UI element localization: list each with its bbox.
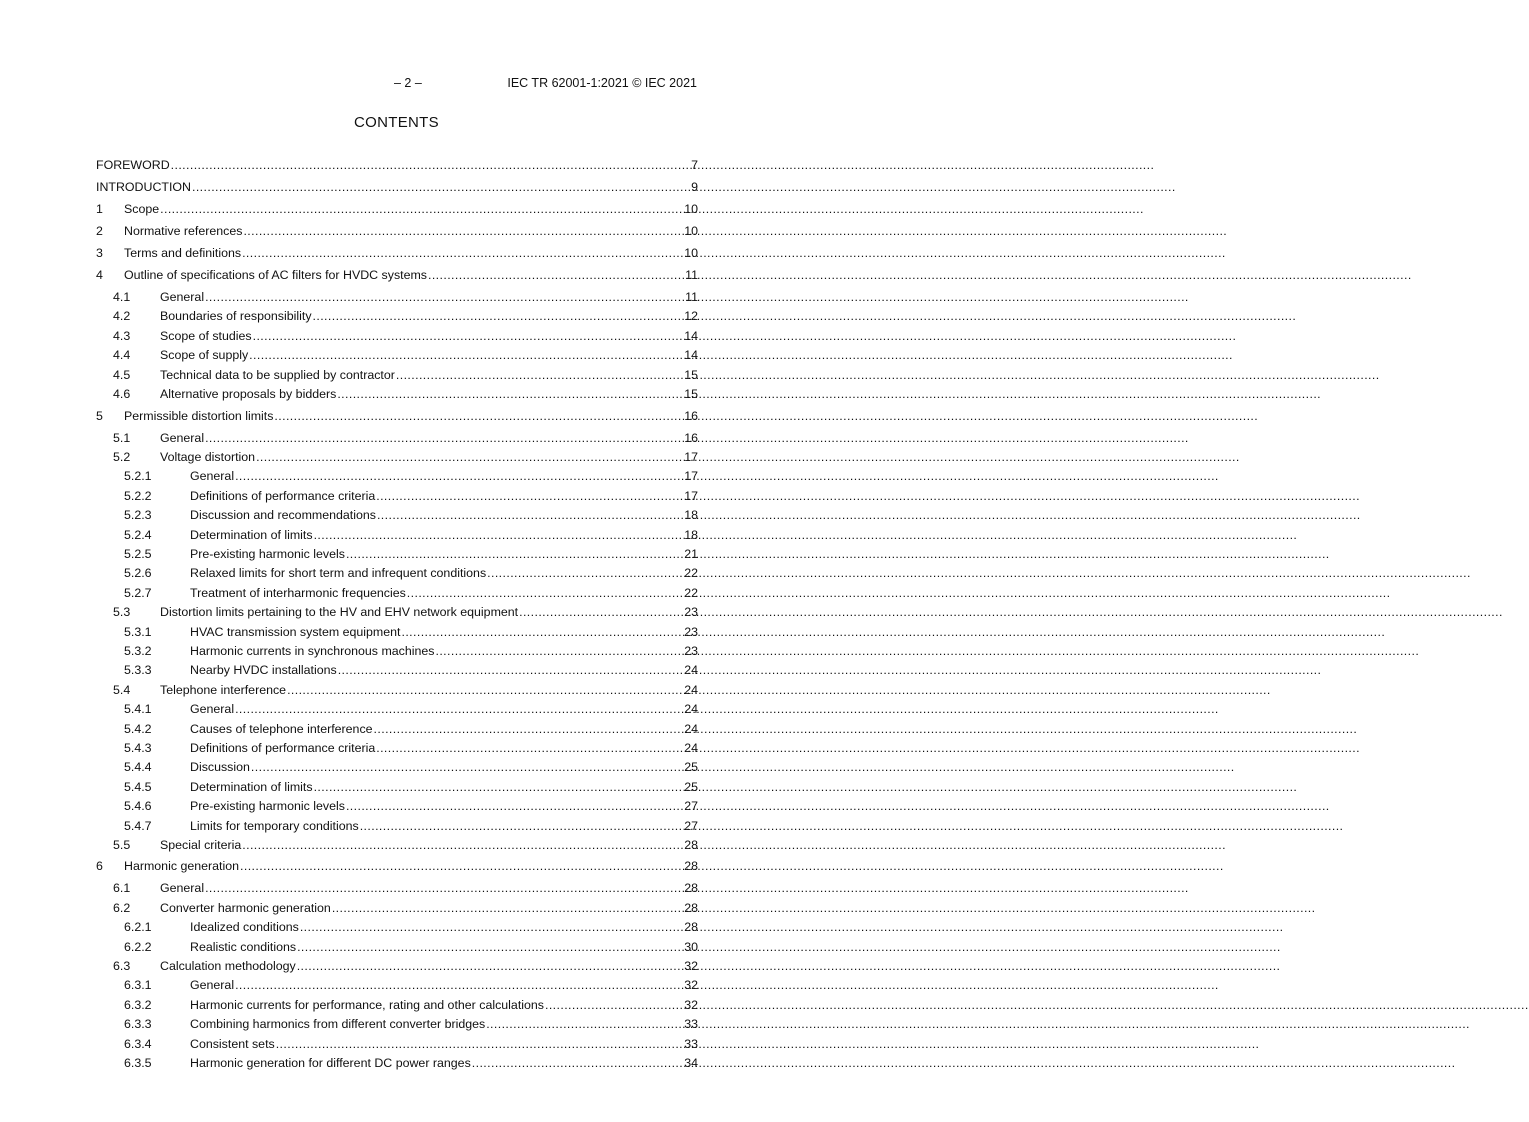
toc-entry[interactable] bbox=[96, 760, 698, 775]
toc-entry-number: 5.3.3 bbox=[124, 663, 152, 678]
toc-entry[interactable] bbox=[96, 819, 698, 834]
toc-entry-number: 5.4.6 bbox=[124, 799, 152, 814]
toc-entry-page: 25 bbox=[684, 760, 698, 775]
toc-entry-title: Discussion and recommendations bbox=[190, 508, 376, 523]
toc-entry-title: Converter harmonic generation bbox=[160, 900, 331, 915]
toc-entry-title: Harmonic currents in synchronous machines bbox=[190, 643, 435, 658]
toc-entry-number: 2 bbox=[96, 224, 103, 238]
toc-entry[interactable] bbox=[96, 644, 698, 659]
toc-leader-dots bbox=[235, 469, 683, 484]
toc-entry-page: 17 bbox=[684, 449, 698, 464]
toc-leader-dots bbox=[256, 450, 683, 465]
toc-leader-dots bbox=[346, 547, 683, 562]
toc-entry[interactable] bbox=[96, 409, 698, 424]
toc-entry-number: 5.4.3 bbox=[124, 740, 152, 755]
toc-entry-page: 18 bbox=[684, 508, 698, 523]
toc-entry-number: 1 bbox=[96, 202, 103, 216]
toc-entry-page: 10 bbox=[684, 224, 698, 238]
toc-entry-page: 24 bbox=[684, 740, 698, 755]
toc-entry-number: 4.4 bbox=[113, 348, 131, 363]
toc-leader-dots bbox=[486, 1017, 683, 1032]
toc-entry-page: 23 bbox=[684, 624, 698, 639]
toc-entry-title: Distortion limits pertaining to the HV and EHV network equipment bbox=[160, 605, 519, 620]
toc-entry-page: 14 bbox=[684, 348, 698, 363]
toc-entry-page: 30 bbox=[684, 939, 698, 954]
toc-entry-title: Consistent sets bbox=[190, 1036, 275, 1051]
toc-entry-title: Outline of specifications of AC filters for HVDC systems bbox=[124, 268, 427, 282]
toc-entry-title: General bbox=[190, 469, 235, 484]
toc-leader-dots bbox=[300, 920, 683, 935]
toc-entry-title: Relaxed limits for short term and infrequent conditions bbox=[190, 566, 487, 581]
toc-entry-page: 28 bbox=[684, 837, 698, 852]
toc-entry[interactable] bbox=[96, 1056, 698, 1071]
toc-leader-dots bbox=[251, 760, 683, 775]
toc-entry-page: 11 bbox=[685, 290, 698, 304]
toc-entry-number: 4.1 bbox=[113, 290, 131, 304]
toc-entry-number: 5.4 bbox=[113, 682, 131, 697]
toc-entry[interactable] bbox=[96, 158, 698, 173]
toc-entry[interactable] bbox=[96, 290, 698, 305]
toc-leader-dots bbox=[287, 683, 683, 698]
toc-entry-page: 10 bbox=[684, 202, 698, 216]
toc-entry-title: Special criteria bbox=[160, 837, 242, 852]
toc-entry-number: 6.3.3 bbox=[124, 1017, 152, 1032]
toc-entry[interactable] bbox=[96, 566, 698, 581]
toc-entry-title: Scope bbox=[124, 202, 160, 216]
toc-leader-dots bbox=[253, 329, 684, 344]
toc-entry-number: 5.2.5 bbox=[124, 546, 152, 561]
toc-leader-dots bbox=[407, 586, 683, 601]
toc-entry-page: 27 bbox=[684, 818, 698, 833]
toc-entry-page: 32 bbox=[684, 959, 698, 973]
toc-entry[interactable] bbox=[96, 859, 698, 874]
toc-entry-number: 4.3 bbox=[113, 328, 131, 343]
toc-entry-number: 4 bbox=[96, 268, 103, 282]
toc-entry-number: 5.2.4 bbox=[124, 527, 152, 542]
toc-entry-page: 17 bbox=[684, 488, 698, 503]
toc-entry-title: Idealized conditions bbox=[190, 920, 299, 935]
toc-entry-title: Terms and definitions bbox=[124, 246, 242, 260]
toc-entry-page: 15 bbox=[684, 367, 698, 382]
toc-entry-page: 17 bbox=[684, 469, 698, 484]
page-number: – 2 – bbox=[394, 76, 422, 90]
toc-entry-page: 9 bbox=[691, 180, 698, 194]
toc-entry[interactable] bbox=[96, 1037, 698, 1052]
toc-leader-dots bbox=[377, 508, 683, 523]
toc-entry[interactable] bbox=[96, 881, 698, 896]
toc-entry[interactable] bbox=[96, 586, 698, 601]
toc-entry-number: 6.3.4 bbox=[124, 1036, 152, 1051]
toc-leader-dots bbox=[360, 819, 683, 834]
toc-leader-dots bbox=[346, 799, 683, 814]
toc-leader-dots bbox=[297, 940, 683, 955]
toc-entry[interactable] bbox=[96, 528, 698, 543]
toc-entry-title: Permissible distortion limits bbox=[124, 408, 274, 423]
toc-entry-title: HVAC transmission system equipment bbox=[190, 624, 401, 639]
toc-entry-title: Scope of supply bbox=[160, 348, 249, 363]
toc-leader-dots bbox=[472, 1056, 683, 1071]
toc-entry-number: 4.2 bbox=[113, 309, 131, 324]
toc-leader-dots bbox=[519, 605, 683, 620]
toc-entry-number: 5.2.6 bbox=[124, 566, 152, 581]
toc-entry[interactable] bbox=[96, 329, 698, 344]
toc-entry-number: 5.3.2 bbox=[124, 643, 152, 658]
toc-entry-title: Alternative proposals by bidders bbox=[160, 387, 337, 401]
toc-leader-dots bbox=[276, 1037, 683, 1052]
toc-entry-number: 5.1 bbox=[113, 430, 131, 445]
toc-entry-number: 6.3.1 bbox=[124, 978, 152, 993]
toc-leader-dots bbox=[337, 387, 683, 402]
toc-entry-title: Definitions of performance criteria bbox=[190, 740, 376, 755]
toc-entry-number: 5.4.4 bbox=[124, 760, 152, 775]
toc-entry-title: Telephone interference bbox=[160, 682, 287, 697]
toc-leader-dots bbox=[314, 780, 684, 795]
toc-leader-dots bbox=[205, 290, 684, 305]
toc-entry[interactable] bbox=[96, 978, 698, 993]
toc-leader-dots bbox=[428, 268, 684, 283]
toc-entry-number: 5.4.7 bbox=[124, 818, 152, 833]
toc-entry-title: INTRODUCTION bbox=[96, 180, 191, 194]
toc-entry-title: Realistic conditions bbox=[190, 939, 297, 954]
toc-entry[interactable] bbox=[96, 838, 698, 853]
toc-entry[interactable] bbox=[96, 431, 698, 446]
toc-entry[interactable] bbox=[96, 683, 698, 698]
toc-entry-number: 4.6 bbox=[113, 387, 131, 401]
toc-leader-dots bbox=[374, 722, 684, 737]
toc-entry[interactable] bbox=[96, 202, 698, 217]
toc-entry-number: 4.5 bbox=[113, 367, 131, 382]
toc-entry-title: General bbox=[160, 430, 205, 445]
toc-entry[interactable] bbox=[96, 722, 698, 737]
toc-entry-number: 5.2 bbox=[113, 449, 131, 464]
toc-leader-dots bbox=[313, 309, 684, 324]
toc-entry-page: 33 bbox=[684, 1036, 698, 1051]
toc-leader-dots bbox=[487, 566, 683, 581]
toc-entry-title: Causes of telephone interference bbox=[190, 721, 373, 736]
toc-entry-page: 32 bbox=[684, 978, 698, 993]
toc-entry-page: 18 bbox=[684, 527, 698, 542]
toc-entry-page: 27 bbox=[684, 799, 698, 814]
toc-entry[interactable] bbox=[96, 940, 698, 955]
toc-entry[interactable] bbox=[96, 489, 698, 504]
toc-entry-number: 5.3 bbox=[113, 605, 131, 620]
toc-entry-page: 28 bbox=[684, 900, 698, 915]
toc-entry-page: 22 bbox=[684, 566, 698, 581]
toc-leader-dots bbox=[376, 489, 683, 504]
toc-entry-title: Pre-existing harmonic levels bbox=[190, 546, 345, 561]
toc-entry-number: 5.4.5 bbox=[124, 779, 152, 794]
toc-entry-page: 23 bbox=[684, 605, 698, 620]
toc-leader-dots bbox=[235, 702, 683, 717]
toc-leader-dots bbox=[396, 368, 683, 383]
toc-entry[interactable] bbox=[96, 387, 698, 402]
toc-leader-dots bbox=[192, 180, 690, 195]
toc-entry-title: Harmonic generation for different DC power ranges bbox=[190, 1056, 471, 1070]
toc-entry-title: Normative references bbox=[124, 224, 243, 238]
page-header bbox=[96, 76, 697, 92]
toc-entry-number: 6.3.5 bbox=[124, 1056, 152, 1070]
toc-entry[interactable] bbox=[96, 780, 698, 795]
toc-entry[interactable] bbox=[96, 959, 698, 974]
toc-entry-title: Limits for temporary conditions bbox=[190, 818, 359, 833]
toc-entry-page: 11 bbox=[685, 268, 698, 282]
toc-entry-title: Harmonic currents for performance, rating and other calculations bbox=[190, 997, 544, 1012]
toc-entry[interactable] bbox=[96, 180, 698, 195]
toc-entry-number: 3 bbox=[96, 246, 103, 260]
toc-leader-dots bbox=[171, 158, 690, 173]
toc-entry-number: 5.4.2 bbox=[124, 721, 152, 736]
toc-entry-title: Harmonic generation bbox=[124, 859, 240, 874]
toc-entry-page: 10 bbox=[684, 246, 698, 260]
toc-entry-number: 6.2 bbox=[113, 900, 131, 915]
toc-entry-number: 5.5 bbox=[113, 837, 131, 852]
toc-entry-page: 28 bbox=[684, 859, 698, 874]
toc-entry[interactable] bbox=[96, 508, 698, 523]
toc-entry[interactable] bbox=[96, 605, 698, 620]
toc-entry-page: 23 bbox=[684, 643, 698, 658]
toc-entry-number: 6.3 bbox=[113, 959, 131, 973]
toc-entry-page: 28 bbox=[684, 881, 698, 896]
toc-leader-dots bbox=[249, 348, 683, 363]
toc-leader-dots bbox=[160, 202, 683, 217]
toc-leader-dots bbox=[205, 881, 683, 896]
toc-entry-number: 5.4.1 bbox=[124, 702, 152, 717]
toc-entry[interactable] bbox=[96, 268, 698, 283]
toc-entry-title: General bbox=[160, 881, 205, 896]
toc-entry[interactable] bbox=[96, 741, 698, 756]
toc-entry-number: 5 bbox=[96, 408, 103, 423]
toc-entry-page: 22 bbox=[684, 585, 698, 600]
document-reference: IEC TR 62001-1:2021 © IEC 2021 bbox=[507, 76, 697, 90]
toc-entry-title: Definitions of performance criteria bbox=[190, 488, 376, 503]
toc-entry[interactable] bbox=[96, 450, 698, 465]
toc-entry-number: 6.3.2 bbox=[124, 997, 152, 1012]
toc-entry-page: 14 bbox=[684, 328, 698, 343]
toc-entry-page: 7 bbox=[691, 158, 698, 172]
toc-entry[interactable] bbox=[96, 998, 698, 1013]
toc-entry[interactable] bbox=[96, 368, 698, 383]
toc-entry[interactable] bbox=[96, 663, 698, 678]
toc-leader-dots bbox=[274, 409, 683, 424]
toc-entry-title: Voltage distortion bbox=[160, 449, 256, 464]
toc-leader-dots bbox=[338, 663, 684, 678]
toc-entry[interactable] bbox=[96, 702, 698, 717]
toc-entry-title: Determination of limits bbox=[190, 527, 313, 542]
toc-leader-dots bbox=[235, 978, 683, 993]
toc-entry-title: Technical data to be supplied by contractor bbox=[160, 367, 395, 382]
toc-entry-page: 24 bbox=[684, 682, 698, 697]
toc-entry-title: General bbox=[190, 978, 235, 993]
toc-entry-page: 24 bbox=[684, 721, 698, 736]
toc-entry-page: 12 bbox=[684, 309, 698, 324]
toc-entry-page: 24 bbox=[684, 702, 698, 717]
toc-leader-dots bbox=[332, 901, 683, 916]
toc-entry-title: Scope of studies bbox=[160, 328, 252, 343]
toc-entry-page: 34 bbox=[684, 1056, 698, 1070]
toc-entry[interactable] bbox=[96, 348, 698, 363]
contents-heading: CONTENTS bbox=[354, 114, 439, 131]
toc-entry[interactable] bbox=[96, 1017, 698, 1032]
toc-entry[interactable] bbox=[96, 246, 698, 261]
toc-entry-number: 5.2.7 bbox=[124, 585, 152, 600]
toc-entry-page: 32 bbox=[684, 997, 698, 1012]
toc-entry-number: 6.2.1 bbox=[124, 920, 152, 935]
toc-entry-title: Pre-existing harmonic levels bbox=[190, 799, 345, 814]
toc-entry-page: 24 bbox=[684, 663, 698, 678]
toc-leader-dots bbox=[545, 998, 683, 1013]
toc-entry-page: 21 bbox=[684, 546, 698, 561]
toc-entry-title: FOREWORD bbox=[96, 158, 170, 172]
toc-entry-number: 6 bbox=[96, 859, 103, 874]
toc-leader-dots bbox=[205, 431, 683, 446]
toc-entry-page: 16 bbox=[684, 408, 698, 423]
toc-entry-title: Nearby HVDC installations bbox=[190, 663, 337, 678]
toc-entry[interactable] bbox=[96, 309, 698, 324]
toc-entry-page: 15 bbox=[684, 387, 698, 401]
toc-entry-number: 5.2.2 bbox=[124, 488, 152, 503]
toc-entry-number: 6.2.2 bbox=[124, 939, 152, 954]
toc-leader-dots bbox=[401, 625, 683, 640]
toc-leader-dots bbox=[242, 246, 683, 261]
toc-entry-title: General bbox=[160, 290, 205, 304]
toc-leader-dots bbox=[240, 859, 683, 874]
toc-entry[interactable] bbox=[96, 547, 698, 562]
toc-entry-page: 16 bbox=[684, 430, 698, 445]
toc-entry-number: 5.2.3 bbox=[124, 508, 152, 523]
toc-entry[interactable] bbox=[96, 625, 698, 640]
toc-entry-number: 5.2.1 bbox=[124, 469, 152, 484]
toc-entry[interactable] bbox=[96, 224, 698, 239]
toc-leader-dots bbox=[314, 528, 684, 543]
toc-entry-title: Calculation methodology bbox=[160, 959, 296, 973]
toc-entry-title: Boundaries of responsibility bbox=[160, 309, 312, 324]
toc-entry[interactable] bbox=[96, 920, 698, 935]
toc-entry-page: 33 bbox=[684, 1017, 698, 1032]
toc-leader-dots bbox=[297, 959, 684, 974]
toc-entry-title: Treatment of interharmonic frequencies bbox=[190, 585, 406, 600]
toc-leader-dots bbox=[435, 644, 683, 659]
toc-entry-title: Determination of limits bbox=[190, 779, 313, 794]
toc-leader-dots bbox=[242, 838, 683, 853]
toc-entry-page: 25 bbox=[684, 779, 698, 794]
toc-leader-dots bbox=[376, 741, 683, 756]
toc-entry-title: Discussion bbox=[190, 760, 250, 775]
toc-entry-title: Combining harmonics from different converter bridges bbox=[190, 1017, 486, 1032]
toc-entry[interactable] bbox=[96, 901, 698, 916]
toc-entry-page: 28 bbox=[684, 920, 698, 935]
toc-entry[interactable] bbox=[96, 469, 698, 484]
toc-entry[interactable] bbox=[96, 799, 698, 814]
toc-entry-title: General bbox=[190, 702, 235, 717]
toc-entry-number: 6.1 bbox=[113, 881, 131, 896]
toc-leader-dots bbox=[243, 224, 683, 239]
toc-entry-number: 5.3.1 bbox=[124, 624, 152, 639]
